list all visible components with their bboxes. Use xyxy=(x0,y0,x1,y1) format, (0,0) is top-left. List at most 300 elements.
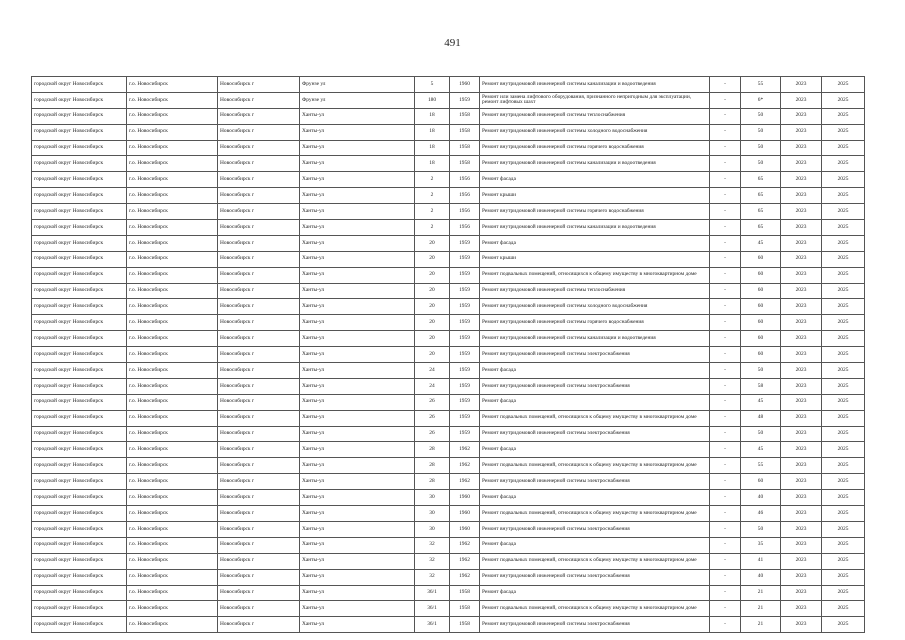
dash-cell: - xyxy=(710,156,741,172)
district-cell: городской округ Новосибирск xyxy=(32,458,127,474)
value-cell: 50 xyxy=(741,156,781,172)
start-year-cell: 2023 xyxy=(781,347,822,363)
start-year-cell: 2023 xyxy=(781,553,822,569)
settlement-cell: Новосибирск г xyxy=(218,140,300,156)
value-cell: 50 xyxy=(741,108,781,124)
dash-cell: - xyxy=(710,585,741,601)
work-type-cell: Ремонт подвальных помещений, относящихся к общему имуществу в многоквартирном доме xyxy=(480,553,710,569)
municipality-cell: г.о. Новосибирск xyxy=(127,251,218,267)
house-number-cell: 180 xyxy=(415,92,450,108)
municipality-cell: г.о. Новосибирск xyxy=(127,426,218,442)
end-year-cell: 2025 xyxy=(822,267,865,283)
start-year-cell: 2023 xyxy=(781,124,822,140)
table-row xyxy=(32,204,865,220)
district-cell: городской округ Новосибирск xyxy=(32,77,127,93)
table-row xyxy=(32,426,865,442)
district-cell: городской округ Новосибирск xyxy=(32,331,127,347)
municipality-cell: г.о. Новосибирск xyxy=(127,92,218,108)
value-cell: 45 xyxy=(741,442,781,458)
settlement-cell: Новосибирск г xyxy=(218,172,300,188)
settlement-cell: Новосибирск г xyxy=(218,363,300,379)
dash-cell: - xyxy=(710,363,741,379)
house-number-cell: 18 xyxy=(415,108,450,124)
work-type-cell: Ремонт внутридомовой инженерной системы электроснабжения xyxy=(480,617,710,633)
district-cell: городской округ Новосибирск xyxy=(32,315,127,331)
street-cell: Ханты-ул xyxy=(300,585,415,601)
municipality-cell: г.о. Новосибирск xyxy=(127,347,218,363)
table-row xyxy=(32,124,865,140)
street-cell: Ханты-ул xyxy=(300,172,415,188)
work-type-cell: Ремонт крыши xyxy=(480,251,710,267)
start-year-cell: 2023 xyxy=(781,569,822,585)
build-year-cell: 1962 xyxy=(450,537,480,553)
build-year-cell: 1960 xyxy=(450,490,480,506)
value-cell: 40 xyxy=(741,569,781,585)
municipality-cell: г.о. Новосибирск xyxy=(127,331,218,347)
municipality-cell: г.о. Новосибирск xyxy=(127,235,218,251)
district-cell: городской округ Новосибирск xyxy=(32,92,127,108)
start-year-cell: 2023 xyxy=(781,267,822,283)
start-year-cell: 2023 xyxy=(781,394,822,410)
table-row xyxy=(32,553,865,569)
dash-cell: - xyxy=(710,124,741,140)
house-number-cell: 20 xyxy=(415,299,450,315)
work-type-cell: Ремонт внутридомовой инженерной системы канализации и водоотведения xyxy=(480,156,710,172)
district-cell: городской округ Новосибирск xyxy=(32,283,127,299)
work-type-cell: Ремонт внутридомовой инженерной системы холодного водоснабжения xyxy=(480,299,710,315)
end-year-cell: 2025 xyxy=(822,315,865,331)
municipality-cell: г.о. Новосибирск xyxy=(127,267,218,283)
settlement-cell: Новосибирск г xyxy=(218,585,300,601)
value-cell: 48 xyxy=(741,410,781,426)
street-cell: Ханты-ул xyxy=(300,537,415,553)
settlement-cell: Новосибирск г xyxy=(218,251,300,267)
house-number-cell: 28 xyxy=(415,442,450,458)
house-number-cell: 20 xyxy=(415,315,450,331)
municipality-cell: г.о. Новосибирск xyxy=(127,521,218,537)
municipality-cell: г.о. Новосибирск xyxy=(127,569,218,585)
end-year-cell: 2025 xyxy=(822,283,865,299)
district-cell: городской округ Новосибирск xyxy=(32,410,127,426)
table-row xyxy=(32,156,865,172)
district-cell: городской округ Новосибирск xyxy=(32,378,127,394)
work-type-cell: Ремонт внутридомовой инженерной системы канализации и водоотведения xyxy=(480,77,710,93)
street-cell: Ханты-ул xyxy=(300,601,415,617)
work-type-cell: Ремонт внутридомовой инженерной системы горячего водоснабжения xyxy=(480,204,710,220)
house-number-cell: 30 xyxy=(415,506,450,522)
end-year-cell: 2025 xyxy=(822,394,865,410)
build-year-cell: 1960 xyxy=(450,77,480,93)
work-type-cell: Ремонт внутридомовой инженерной системы электроснабжения xyxy=(480,474,710,490)
house-number-cell: 28 xyxy=(415,474,450,490)
settlement-cell: Новосибирск г xyxy=(218,220,300,236)
table-row xyxy=(32,394,865,410)
end-year-cell: 2025 xyxy=(822,458,865,474)
table-row xyxy=(32,172,865,188)
end-year-cell: 2025 xyxy=(822,156,865,172)
street-cell: Ханты-ул xyxy=(300,553,415,569)
work-type-cell: Ремонт крыши xyxy=(480,188,710,204)
settlement-cell: Новосибирск г xyxy=(218,537,300,553)
settlement-cell: Новосибирск г xyxy=(218,490,300,506)
build-year-cell: 1959 xyxy=(450,267,480,283)
build-year-cell: 1956 xyxy=(450,172,480,188)
municipality-cell: г.о. Новосибирск xyxy=(127,394,218,410)
build-year-cell: 1959 xyxy=(450,347,480,363)
table-row xyxy=(32,267,865,283)
district-cell: городской округ Новосибирск xyxy=(32,601,127,617)
table-row xyxy=(32,617,865,633)
value-cell: 6* xyxy=(741,92,781,108)
municipality-cell: г.о. Новосибирск xyxy=(127,585,218,601)
table-row xyxy=(32,299,865,315)
dash-cell: - xyxy=(710,331,741,347)
end-year-cell: 2025 xyxy=(822,474,865,490)
municipality-cell: г.о. Новосибирск xyxy=(127,172,218,188)
table-row xyxy=(32,601,865,617)
work-type-cell: Ремонт подвальных помещений, относящихся к общему имуществу в многоквартирном доме xyxy=(480,267,710,283)
dash-cell: - xyxy=(710,490,741,506)
start-year-cell: 2023 xyxy=(781,601,822,617)
district-cell: городской округ Новосибирск xyxy=(32,235,127,251)
start-year-cell: 2023 xyxy=(781,378,822,394)
district-cell: городской округ Новосибирск xyxy=(32,537,127,553)
street-cell: Ханты-ул xyxy=(300,521,415,537)
settlement-cell: Новосибирск г xyxy=(218,77,300,93)
work-type-cell: Ремонт внутридомовой инженерной системы электроснабжения xyxy=(480,426,710,442)
build-year-cell: 1962 xyxy=(450,553,480,569)
house-number-cell: 20 xyxy=(415,267,450,283)
dash-cell: - xyxy=(710,77,741,93)
value-cell: 21 xyxy=(741,601,781,617)
house-number-cell: 24 xyxy=(415,363,450,379)
table-body xyxy=(32,77,865,633)
value-cell: 65 xyxy=(741,204,781,220)
dash-cell: - xyxy=(710,378,741,394)
start-year-cell: 2023 xyxy=(781,458,822,474)
dash-cell: - xyxy=(710,442,741,458)
house-number-cell: 20 xyxy=(415,251,450,267)
municipality-cell: г.о. Новосибирск xyxy=(127,506,218,522)
street-cell: Ханты-ул xyxy=(300,267,415,283)
build-year-cell: 1958 xyxy=(450,124,480,140)
district-cell: городской округ Новосибирск xyxy=(32,506,127,522)
value-cell: 58 xyxy=(741,378,781,394)
street-cell: Фрунзе ул xyxy=(300,92,415,108)
street-cell: Ханты-ул xyxy=(300,458,415,474)
build-year-cell: 1956 xyxy=(450,188,480,204)
value-cell: 65 xyxy=(741,220,781,236)
value-cell: 45 xyxy=(741,394,781,410)
street-cell: Ханты-ул xyxy=(300,156,415,172)
end-year-cell: 2025 xyxy=(822,235,865,251)
build-year-cell: 1959 xyxy=(450,378,480,394)
end-year-cell: 2025 xyxy=(822,108,865,124)
value-cell: 55 xyxy=(741,458,781,474)
start-year-cell: 2023 xyxy=(781,537,822,553)
build-year-cell: 1962 xyxy=(450,458,480,474)
dash-cell: - xyxy=(710,394,741,410)
start-year-cell: 2023 xyxy=(781,283,822,299)
value-cell: 60 xyxy=(741,251,781,267)
street-cell: Ханты-ул xyxy=(300,347,415,363)
street-cell: Ханты-ул xyxy=(300,251,415,267)
build-year-cell: 1958 xyxy=(450,617,480,633)
table-row xyxy=(32,474,865,490)
street-cell: Ханты-ул xyxy=(300,410,415,426)
work-type-cell: Ремонт внутридомовой инженерной системы электроснабжения xyxy=(480,521,710,537)
work-type-cell: Ремонт фасада xyxy=(480,537,710,553)
table-row xyxy=(32,442,865,458)
municipality-cell: г.о. Новосибирск xyxy=(127,124,218,140)
house-number-cell: 24 xyxy=(415,378,450,394)
district-cell: городской округ Новосибирск xyxy=(32,220,127,236)
value-cell: 21 xyxy=(741,617,781,633)
table-row xyxy=(32,569,865,585)
build-year-cell: 1959 xyxy=(450,410,480,426)
district-cell: городской округ Новосибирск xyxy=(32,299,127,315)
build-year-cell: 1958 xyxy=(450,108,480,124)
district-cell: городской округ Новосибирск xyxy=(32,204,127,220)
street-cell: Ханты-ул xyxy=(300,124,415,140)
build-year-cell: 1959 xyxy=(450,315,480,331)
start-year-cell: 2023 xyxy=(781,617,822,633)
house-number-cell: 2 xyxy=(415,220,450,236)
work-type-cell: Ремонт фасада xyxy=(480,394,710,410)
value-cell: 46 xyxy=(741,506,781,522)
street-cell: Ханты-ул xyxy=(300,188,415,204)
dash-cell: - xyxy=(710,426,741,442)
build-year-cell: 1959 xyxy=(450,331,480,347)
value-cell: 50 xyxy=(741,124,781,140)
work-type-cell: Ремонт внутридомовой инженерной системы теплоснабжения xyxy=(480,283,710,299)
start-year-cell: 2023 xyxy=(781,156,822,172)
settlement-cell: Новосибирск г xyxy=(218,124,300,140)
start-year-cell: 2023 xyxy=(781,172,822,188)
build-year-cell: 1958 xyxy=(450,140,480,156)
house-number-cell: 18 xyxy=(415,156,450,172)
settlement-cell: Новосибирск г xyxy=(218,506,300,522)
municipality-cell: г.о. Новосибирск xyxy=(127,204,218,220)
end-year-cell: 2025 xyxy=(822,553,865,569)
street-cell: Ханты-ул xyxy=(300,283,415,299)
start-year-cell: 2023 xyxy=(781,220,822,236)
street-cell: Ханты-ул xyxy=(300,378,415,394)
municipality-cell: г.о. Новосибирск xyxy=(127,378,218,394)
settlement-cell: Новосибирск г xyxy=(218,347,300,363)
end-year-cell: 2025 xyxy=(822,251,865,267)
table-row xyxy=(32,92,865,108)
municipality-cell: г.о. Новосибирск xyxy=(127,537,218,553)
end-year-cell: 2025 xyxy=(822,521,865,537)
municipality-cell: г.о. Новосибирск xyxy=(127,601,218,617)
house-number-cell: 20 xyxy=(415,283,450,299)
house-number-cell: 26 xyxy=(415,394,450,410)
house-number-cell: 2 xyxy=(415,204,450,220)
house-number-cell: 20 xyxy=(415,347,450,363)
value-cell: 60 xyxy=(741,315,781,331)
start-year-cell: 2023 xyxy=(781,585,822,601)
street-cell: Ханты-ул xyxy=(300,442,415,458)
work-type-cell: Ремонт фасада xyxy=(480,235,710,251)
dash-cell: - xyxy=(710,251,741,267)
build-year-cell: 1956 xyxy=(450,220,480,236)
table-row xyxy=(32,378,865,394)
district-cell: городской округ Новосибирск xyxy=(32,585,127,601)
district-cell: городской округ Новосибирск xyxy=(32,569,127,585)
value-cell: 65 xyxy=(741,172,781,188)
house-number-cell: 30 xyxy=(415,521,450,537)
settlement-cell: Новосибирск г xyxy=(218,521,300,537)
start-year-cell: 2023 xyxy=(781,235,822,251)
dash-cell: - xyxy=(710,140,741,156)
value-cell: 50 xyxy=(741,140,781,156)
start-year-cell: 2023 xyxy=(781,521,822,537)
build-year-cell: 1962 xyxy=(450,442,480,458)
settlement-cell: Новосибирск г xyxy=(218,553,300,569)
settlement-cell: Новосибирск г xyxy=(218,267,300,283)
end-year-cell: 2025 xyxy=(822,569,865,585)
dash-cell: - xyxy=(710,299,741,315)
house-number-cell: 28 xyxy=(415,458,450,474)
settlement-cell: Новосибирск г xyxy=(218,283,300,299)
end-year-cell: 2025 xyxy=(822,378,865,394)
municipality-cell: г.о. Новосибирск xyxy=(127,490,218,506)
house-number-cell: 20 xyxy=(415,235,450,251)
municipality-cell: г.о. Новосибирск xyxy=(127,156,218,172)
street-cell: Ханты-ул xyxy=(300,569,415,585)
start-year-cell: 2023 xyxy=(781,363,822,379)
dash-cell: - xyxy=(710,474,741,490)
district-cell: городской округ Новосибирск xyxy=(32,140,127,156)
end-year-cell: 2025 xyxy=(822,585,865,601)
street-cell: Ханты-ул xyxy=(300,140,415,156)
house-number-cell: 26 xyxy=(415,426,450,442)
dash-cell: - xyxy=(710,283,741,299)
work-type-cell: Ремонт подвальных помещений, относящихся к общему имуществу в многоквартирном доме xyxy=(480,410,710,426)
build-year-cell: 1958 xyxy=(450,601,480,617)
settlement-cell: Новосибирск г xyxy=(218,299,300,315)
municipality-cell: г.о. Новосибирск xyxy=(127,474,218,490)
municipality-cell: г.о. Новосибирск xyxy=(127,188,218,204)
build-year-cell: 1956 xyxy=(450,204,480,220)
district-cell: городской округ Новосибирск xyxy=(32,474,127,490)
house-number-cell: 32 xyxy=(415,537,450,553)
work-type-cell: Ремонт подвальных помещений, относящихся к общему имуществу в многоквартирном доме xyxy=(480,506,710,522)
street-cell: Ханты-ул xyxy=(300,235,415,251)
start-year-cell: 2023 xyxy=(781,108,822,124)
municipality-cell: г.о. Новосибирск xyxy=(127,553,218,569)
street-cell: Ханты-ул xyxy=(300,331,415,347)
settlement-cell: Новосибирск г xyxy=(218,442,300,458)
street-cell: Ханты-ул xyxy=(300,315,415,331)
page-number: 491 xyxy=(444,37,461,49)
house-number-cell: 30 xyxy=(415,490,450,506)
start-year-cell: 2023 xyxy=(781,204,822,220)
district-cell: городской округ Новосибирск xyxy=(32,156,127,172)
work-type-cell: Ремонт внутридомовой инженерной системы теплоснабжения xyxy=(480,108,710,124)
house-number-cell: 36/1 xyxy=(415,601,450,617)
street-cell: Ханты-ул xyxy=(300,299,415,315)
end-year-cell: 2025 xyxy=(822,331,865,347)
work-type-cell: Ремонт внутридомовой инженерной системы канализации и водоотведения xyxy=(480,220,710,236)
dash-cell: - xyxy=(710,553,741,569)
end-year-cell: 2025 xyxy=(822,140,865,156)
work-type-cell: Ремонт внутридомовой инженерной системы горячего водоснабжения xyxy=(480,140,710,156)
dash-cell: - xyxy=(710,267,741,283)
house-number-cell: 18 xyxy=(415,140,450,156)
registry-table xyxy=(31,76,865,633)
end-year-cell: 2025 xyxy=(822,426,865,442)
table-row xyxy=(32,140,865,156)
value-cell: 40 xyxy=(741,490,781,506)
value-cell: 55 xyxy=(741,77,781,93)
end-year-cell: 2025 xyxy=(822,92,865,108)
end-year-cell: 2025 xyxy=(822,77,865,93)
table-row xyxy=(32,251,865,267)
street-cell: Ханты-ул xyxy=(300,204,415,220)
work-type-cell: Ремонт фасада xyxy=(480,363,710,379)
start-year-cell: 2023 xyxy=(781,426,822,442)
house-number-cell: 5 xyxy=(415,77,450,93)
value-cell: 60 xyxy=(741,267,781,283)
work-type-cell: Ремонт фасада xyxy=(480,490,710,506)
settlement-cell: Новосибирск г xyxy=(218,204,300,220)
work-type-cell: Ремонт внутридомовой инженерной системы холодного водоснабжения xyxy=(480,124,710,140)
district-cell: городской округ Новосибирск xyxy=(32,188,127,204)
dash-cell: - xyxy=(710,601,741,617)
table-row xyxy=(32,458,865,474)
work-type-cell: Ремонт фасада xyxy=(480,172,710,188)
work-type-cell: Ремонт или замена лифтового оборудования, признанного непригодным для эксплуатации, ремонт лифтовых шахт xyxy=(480,92,710,108)
build-year-cell: 1959 xyxy=(450,426,480,442)
start-year-cell: 2023 xyxy=(781,442,822,458)
build-year-cell: 1962 xyxy=(450,474,480,490)
end-year-cell: 2025 xyxy=(822,172,865,188)
build-year-cell: 1959 xyxy=(450,299,480,315)
build-year-cell: 1958 xyxy=(450,156,480,172)
dash-cell: - xyxy=(710,521,741,537)
build-year-cell: 1959 xyxy=(450,251,480,267)
district-cell: городской округ Новосибирск xyxy=(32,490,127,506)
build-year-cell: 1960 xyxy=(450,521,480,537)
start-year-cell: 2023 xyxy=(781,410,822,426)
dash-cell: - xyxy=(710,92,741,108)
settlement-cell: Новосибирск г xyxy=(218,315,300,331)
start-year-cell: 2023 xyxy=(781,77,822,93)
settlement-cell: Новосибирск г xyxy=(218,569,300,585)
house-number-cell: 36/1 xyxy=(415,585,450,601)
house-number-cell: 20 xyxy=(415,331,450,347)
end-year-cell: 2025 xyxy=(822,601,865,617)
value-cell: 60 xyxy=(741,474,781,490)
build-year-cell: 1959 xyxy=(450,235,480,251)
municipality-cell: г.о. Новосибирск xyxy=(127,617,218,633)
value-cell: 60 xyxy=(741,299,781,315)
district-cell: городской округ Новосибирск xyxy=(32,363,127,379)
work-type-cell: Ремонт внутридомовой инженерной системы горячего водоснабжения xyxy=(480,315,710,331)
table-row xyxy=(32,585,865,601)
district-cell: городской округ Новосибирск xyxy=(32,347,127,363)
district-cell: городской округ Новосибирск xyxy=(32,617,127,633)
value-cell: 41 xyxy=(741,553,781,569)
municipality-cell: г.о. Новосибирск xyxy=(127,283,218,299)
street-cell: Фрунзе ул xyxy=(300,77,415,93)
end-year-cell: 2025 xyxy=(822,220,865,236)
start-year-cell: 2023 xyxy=(781,188,822,204)
municipality-cell: г.о. Новосибирск xyxy=(127,140,218,156)
settlement-cell: Новосибирск г xyxy=(218,410,300,426)
